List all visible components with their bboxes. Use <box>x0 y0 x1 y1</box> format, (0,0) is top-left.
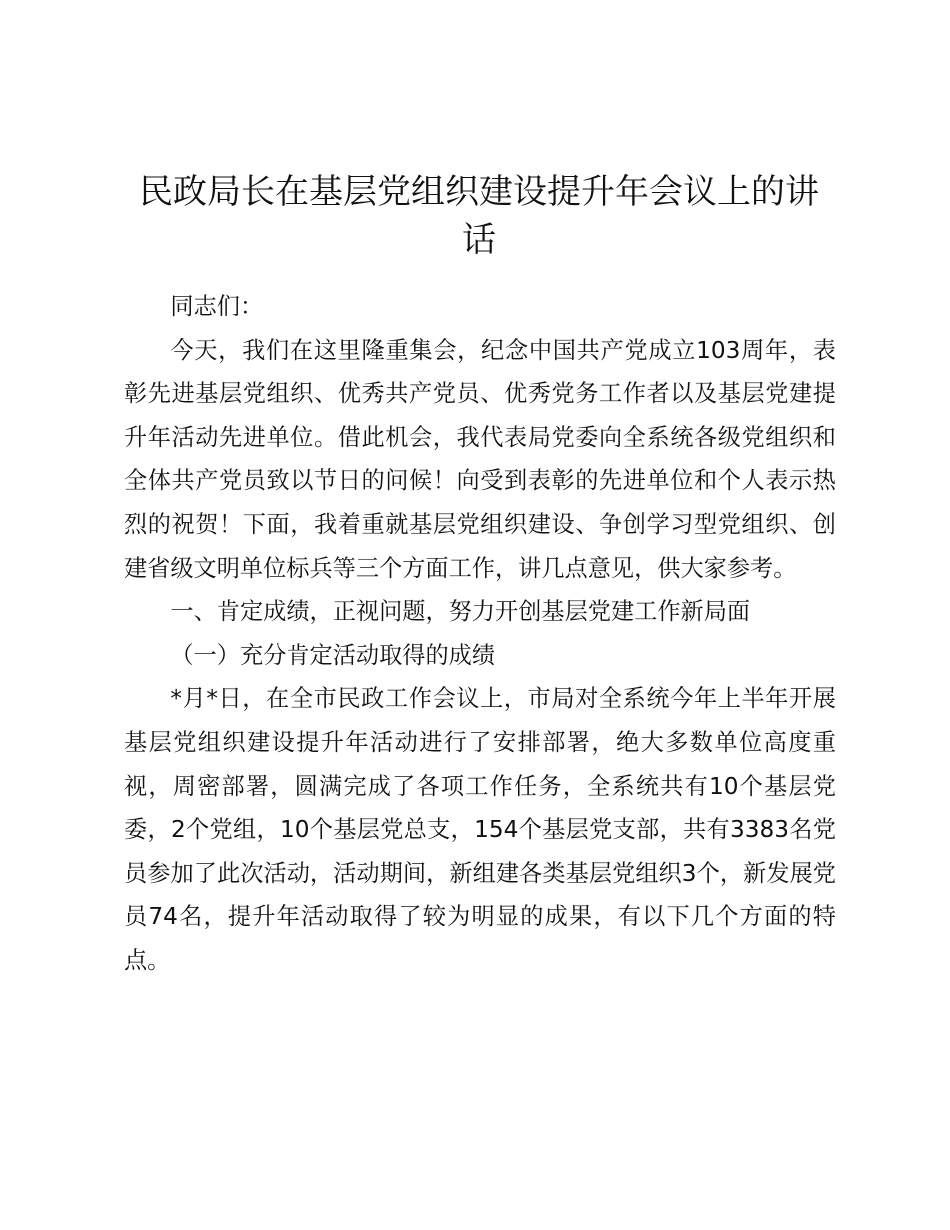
achievements-paragraph: *月*日，在全市民政工作会议上，市局对全系统今年上半年开展基层党组织建设提升年活动进行了安排部署，绝大多数单位高度重视，周密部署，圆满完成了各项工作任务，全系统共有10个基层党委，2个党组，10个基层党总支，154个基层党支部，共有3383名党员参加了此次活动，活动期间，新组建各类基层党组织3个，新发展党员74名，提升年活动取得了较为明显的成果，有以下几个方面的特点。 <box>124 685 836 974</box>
document-body <box>124 285 836 983</box>
subsection-heading: （一）充分肯定活动取得的成绩 <box>170 641 496 669</box>
section-heading: 一、肯定成绩，正视问题，努力开创基层党建工作新局面 <box>170 598 751 626</box>
greeting-line: 同志们： <box>170 293 264 320</box>
document-title: 民政局长在基层党组织建设提升年会议上的讲话 <box>139 172 819 260</box>
opening-paragraph: 今天，我们在这里隆重集会，纪念中国共产党成立103周年，表彰先进基层党组织、优秀共产党员、优秀党务工作者以及基层党建提升年活动先进单位。借此机会，我代表局党委向全系统各级党组织和全体共产党员致以节日的问候！向受到表彰的先进单位和个人表示热烈的祝贺！下面，我着重就基层党组织建设、争创学习型党组织、创建省级文明单位标兵等三个方面工作，讲几点意见，供大家参考。 <box>124 336 836 582</box>
